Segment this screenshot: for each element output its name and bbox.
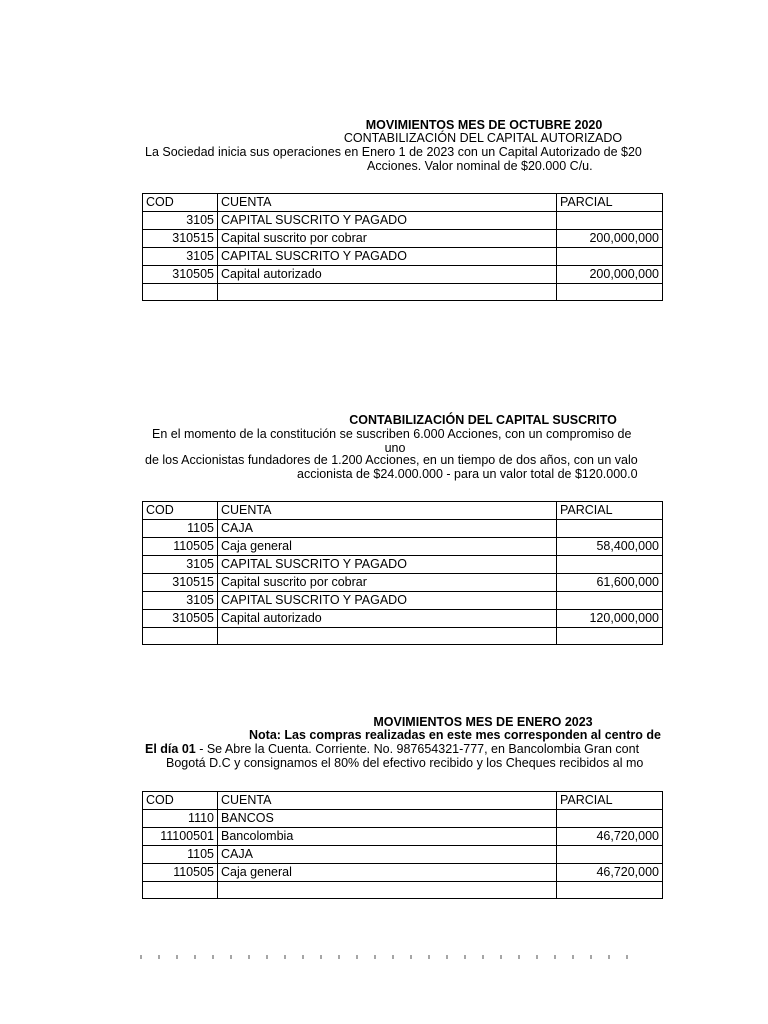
section1-subtitle: CONTABILIZACIÓN DEL CAPITAL AUTORIZADO — [343, 131, 623, 145]
section1-desc-line2: Acciones. Valor nominal de $20.000 C/u. — [367, 159, 593, 173]
table-header-row — [143, 194, 663, 212]
ledger-table-enero-2023 — [142, 791, 663, 899]
cell-parcial — [557, 628, 663, 645]
section2-desc-line1: En el momento de la constitución se suscriben 6.000 Acciones, con un compromiso de — [152, 427, 632, 441]
table-row-empty — [143, 882, 663, 899]
cell-parcial: 200,000,000 — [557, 230, 663, 248]
section2-desc-line4: accionista de $24.000.000 - para un valor total de $120.000.0 — [297, 467, 638, 481]
header-cuenta: CUENTA — [218, 194, 557, 212]
cell-cuenta: Capital autorizado — [218, 610, 557, 628]
section1-title: MOVIMIENTOS MES DE OCTUBRE 2020 — [365, 118, 603, 132]
day-label: El día 01 — [145, 742, 196, 756]
cell-cuenta: Bancolombia — [218, 828, 557, 846]
header-cuenta: CUENTA — [218, 502, 557, 520]
table-row — [143, 828, 663, 846]
cell-parcial — [557, 882, 663, 899]
header-parcial: PARCIAL — [557, 792, 663, 810]
cell-cod: 11100501 — [143, 828, 218, 846]
cell-cod: 3105 — [143, 212, 218, 230]
table-row — [143, 574, 663, 592]
cell-cod: 310505 — [143, 266, 218, 284]
cell-parcial: 200,000,000 — [557, 266, 663, 284]
cell-cod: 110505 — [143, 538, 218, 556]
cell-cod: 310515 — [143, 574, 218, 592]
cell-cuenta: Capital autorizado — [218, 266, 557, 284]
table-header-row — [143, 792, 663, 810]
header-cod: COD — [143, 792, 218, 810]
table-row — [143, 266, 663, 284]
section2-desc-line2: uno — [384, 441, 406, 455]
table-header-row — [143, 502, 663, 520]
cell-cod: 3105 — [143, 248, 218, 266]
cell-parcial: 46,720,000 — [557, 828, 663, 846]
cell-cuenta: Capital suscrito por cobrar — [218, 574, 557, 592]
cell-cod: 310505 — [143, 610, 218, 628]
cell-cod: 1105 — [143, 846, 218, 864]
cell-cuenta: CAPITAL SUSCRITO Y PAGADO — [218, 212, 557, 230]
section3-desc-line2: Bogotá D.C y consignamos el 80% del efectivo recibido y los Cheques recibidos al mo — [166, 756, 644, 770]
cell-cuenta: Capital suscrito por cobrar — [218, 230, 557, 248]
cell-cod — [143, 284, 218, 301]
cell-cuenta: CAPITAL SUSCRITO Y PAGADO — [218, 556, 557, 574]
cell-parcial — [557, 810, 663, 828]
cell-cod: 110505 — [143, 864, 218, 882]
section2-desc-line3: de los Accionistas fundadores de 1.200 Acciones, en un tiempo de dos años, con un valo — [145, 453, 638, 467]
cell-parcial: 46,720,000 — [557, 864, 663, 882]
cell-cuenta: CAJA — [218, 520, 557, 538]
table-row-empty — [143, 284, 663, 301]
section1-desc-line1: La Sociedad inicia sus operaciones en Enero 1 de 2023 con un Capital Autorizado de $20 — [145, 145, 642, 159]
cell-parcial — [557, 556, 663, 574]
cell-parcial: 58,400,000 — [557, 538, 663, 556]
cell-parcial — [557, 592, 663, 610]
table-row — [143, 864, 663, 882]
cell-cuenta: CAJA — [218, 846, 557, 864]
cell-cod: 1105 — [143, 520, 218, 538]
page-cut-artifact — [140, 955, 640, 959]
header-parcial: PARCIAL — [557, 502, 663, 520]
day-text: - Se Abre la Cuenta. Corriente. No. 987654321-777, en Bancolombia Gran cont — [195, 742, 640, 756]
cell-cod: 310515 — [143, 230, 218, 248]
table-row — [143, 212, 663, 230]
cell-parcial — [557, 284, 663, 301]
cell-cod — [143, 882, 218, 899]
cell-parcial — [557, 212, 663, 230]
table-row — [143, 248, 663, 266]
ledger-table-capital-autorizado — [142, 193, 663, 301]
header-parcial: PARCIAL — [557, 194, 663, 212]
cell-cod — [143, 628, 218, 645]
cell-cuenta: CAPITAL SUSCRITO Y PAGADO — [218, 592, 557, 610]
cell-cuenta: Caja general — [218, 538, 557, 556]
cell-parcial: 120,000,000 — [557, 610, 663, 628]
table-row — [143, 810, 663, 828]
header-cod: COD — [143, 194, 218, 212]
cell-parcial — [557, 846, 663, 864]
cell-parcial: 61,600,000 — [557, 574, 663, 592]
cell-cuenta — [218, 284, 557, 301]
cell-cuenta: Caja general — [218, 864, 557, 882]
header-cuenta: CUENTA — [218, 792, 557, 810]
cell-parcial — [557, 520, 663, 538]
cell-cod: 3105 — [143, 592, 218, 610]
table-row — [143, 556, 663, 574]
cell-cod: 1110 — [143, 810, 218, 828]
table-row — [143, 230, 663, 248]
cell-cuenta: BANCOS — [218, 810, 557, 828]
table-row — [143, 520, 663, 538]
cell-cuenta: CAPITAL SUSCRITO Y PAGADO — [218, 248, 557, 266]
cell-cod: 3105 — [143, 556, 218, 574]
table-row — [143, 538, 663, 556]
table-row — [143, 846, 663, 864]
cell-parcial — [557, 248, 663, 266]
section3-note: Nota: Las compras realizadas en este mes corresponden al centro de — [249, 728, 661, 742]
section3-title: MOVIMIENTOS MES DE ENERO 2023 — [373, 715, 593, 729]
table-row — [143, 592, 663, 610]
cell-cuenta — [218, 882, 557, 899]
ledger-table-capital-suscrito — [142, 501, 663, 645]
header-cod: COD — [143, 502, 218, 520]
table-row-empty — [143, 628, 663, 645]
section2-subtitle: CONTABILIZACIÓN DEL CAPITAL SUSCRITO — [349, 413, 617, 427]
table-row — [143, 610, 663, 628]
cell-cuenta — [218, 628, 557, 645]
